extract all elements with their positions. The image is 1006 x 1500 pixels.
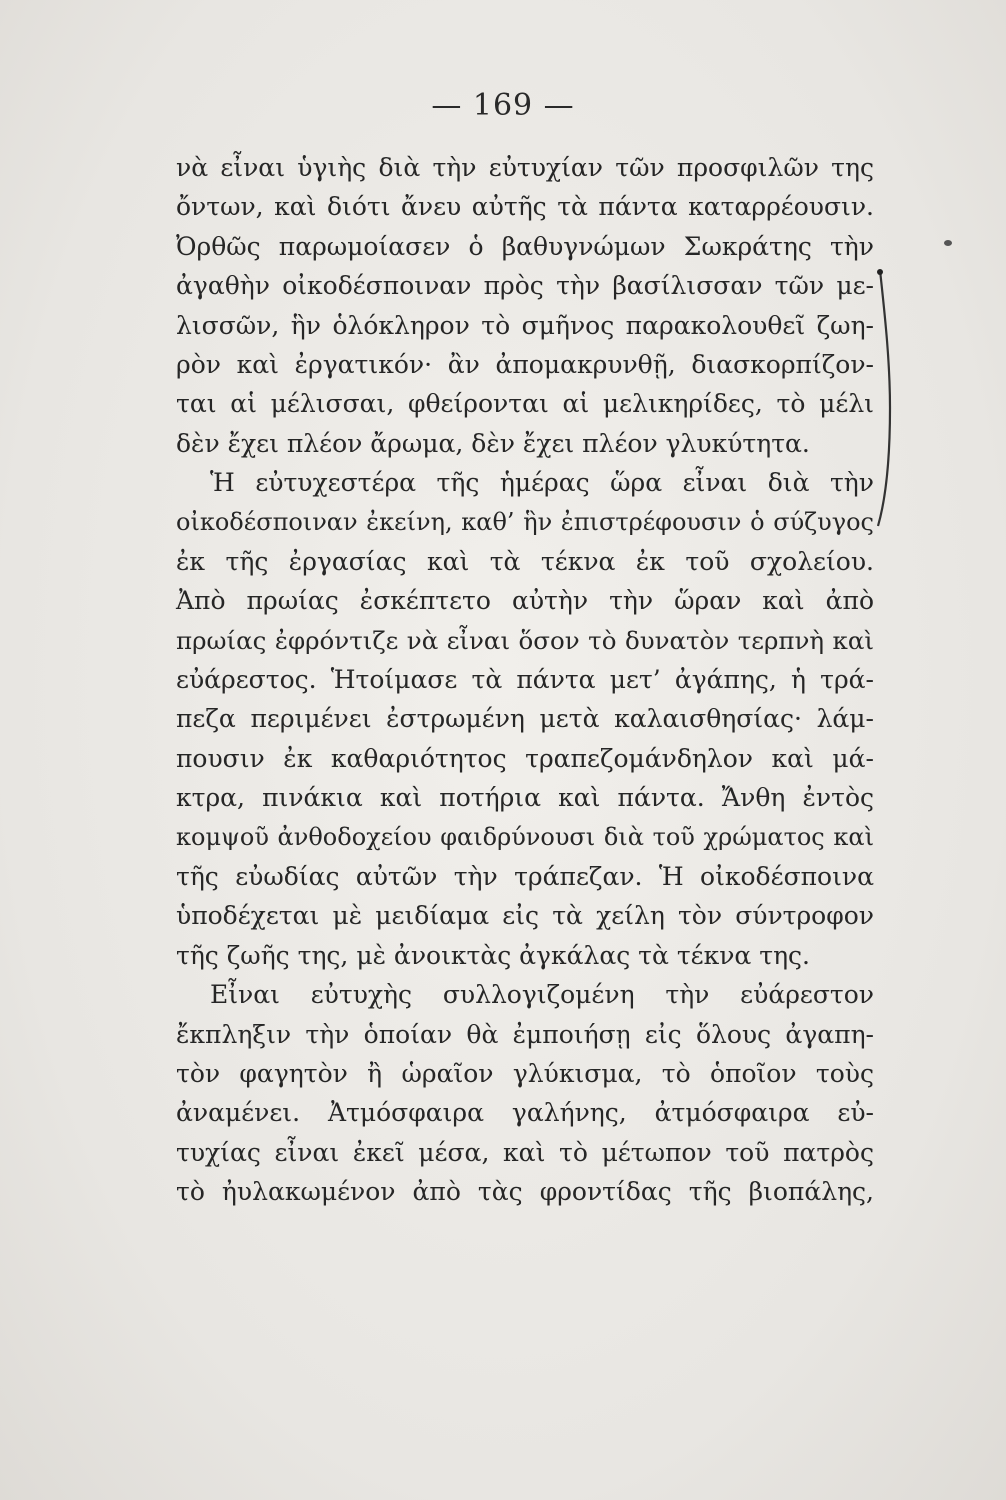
text-line: Ὀρθῶς παρωμοίασεν ὁ βαθυγνώμων Σωκράτης τὴν: [176, 231, 874, 261]
text-line: εὐάρεστος. Ἡτοίμασε τὰ πάντα μετ’ ἀγάπης, ἡ τρά-: [176, 665, 874, 695]
text-line: ὄντων, καὶ διότι ἄνευ αὐτῆς τὰ πάντα καταρρέουσιν.: [176, 192, 874, 222]
margin-mark: [944, 240, 952, 246]
body-text: [176, 148, 874, 1212]
text-line: πρωίας ἐφρόντιζε νὰ εἶναι ὅσον τὸ δυνατὸν τερπνὴ καὶ: [176, 625, 874, 655]
text-line: τῆς ζωῆς της, μὲ ἀνοικτὰς ἀγκάλας τὰ τέκνα της.: [176, 940, 811, 970]
text-line: Ἡ εὐτυχεστέρα τῆς ἡμέρας ὥρα εἶναι διὰ τὴν: [210, 468, 874, 498]
text-line: δὲν ἔχει πλέον ἄρωμα, δὲν ἔχει πλέον γλυκύτητα.: [176, 428, 810, 458]
text-line: ἀναμένει. Ἀτμόσφαιρα γαλήνης, ἀτμόσφαιρα εὐ-: [176, 1098, 874, 1128]
text-line: ἐκ τῆς ἐργασίας καὶ τὰ τέκνα ἐκ τοῦ σχολείου.: [176, 546, 874, 576]
margin-bracket-mark: [876, 268, 896, 530]
text-line: ται αἱ μέλισσαι, φθείρονται αἱ μελικηρίδες, τὸ μέλι: [176, 389, 874, 419]
text-line: κτρα, πινάκια καὶ ποτήρια καὶ πάντα. Ἄνθη ἐντὸς: [176, 783, 874, 813]
text-line: τὸν φαγητὸν ἢ ὡραῖον γλύκισμα, τὸ ὁποῖον τοὺς: [176, 1058, 874, 1088]
text-line: λισσῶν, ἣν ὁλόκληρον τὸ σμῆνος παρακολουθεῖ ζωη-: [176, 310, 874, 340]
text-line: τῆς εὐωδίας αὐτῶν τὴν τράπεζαν. Ἡ οἰκοδέσποινα: [176, 862, 874, 892]
text-line: τυχίας εἶναι ἐκεῖ μέσα, καὶ τὸ μέτωπον τοῦ πατρὸς: [176, 1137, 874, 1167]
text-line: οἰκοδέσποιναν ἐκείνη, καθ’ ἣν ἐπιστρέφουσιν ὁ σύζυγος: [176, 507, 874, 536]
text-line: ρὸν καὶ ἐργατικόν· ἂν ἀπομακρυνθῇ, διασκορπίζον-: [176, 349, 874, 379]
text-line: ἔκπληξιν τὴν ὁποίαν θὰ ἐμποιήσῃ εἰς ὅλους ἀγαπη-: [176, 1019, 874, 1049]
text-line: Ἀπὸ πρωίας ἐσκέπτετο αὐτὴν τὴν ὥραν καὶ ἀπὸ: [176, 586, 874, 616]
page-number: — 169 —: [431, 88, 575, 123]
text-line: νὰ εἶναι ὑγιὴς διὰ τὴν εὐτυχίαν τῶν προσφιλῶν της: [176, 153, 874, 182]
text-line: ἀγαθὴν οἰκοδέσποιναν πρὸς τὴν βασίλισσαν τῶν με-: [176, 271, 874, 301]
text-line: Εἶναι εὐτυχὴς συλλογιζομένη τὴν εὐάρεστον: [210, 980, 874, 1010]
text-line: τὸ ἠυλακωμένον ἀπὸ τὰς φροντίδας τῆς βιοπάλης,: [176, 1177, 874, 1207]
text-line: πεζα περιμένει ἐστρωμένη μετὰ καλαισθησίας· λάμ-: [176, 704, 874, 734]
text-line: κομψοῦ ἀνθοδοχείου φαιδρύνουσι διὰ τοῦ χρώματος καὶ: [176, 822, 874, 851]
text-line: πουσιν ἐκ καθαριότητος τραπεζομάνδηλον καὶ μά-: [176, 743, 874, 773]
text-line: ὑποδέχεται μὲ μειδίαμα εἰς τὰ χείλη τὸν σύντροφον: [176, 901, 874, 931]
